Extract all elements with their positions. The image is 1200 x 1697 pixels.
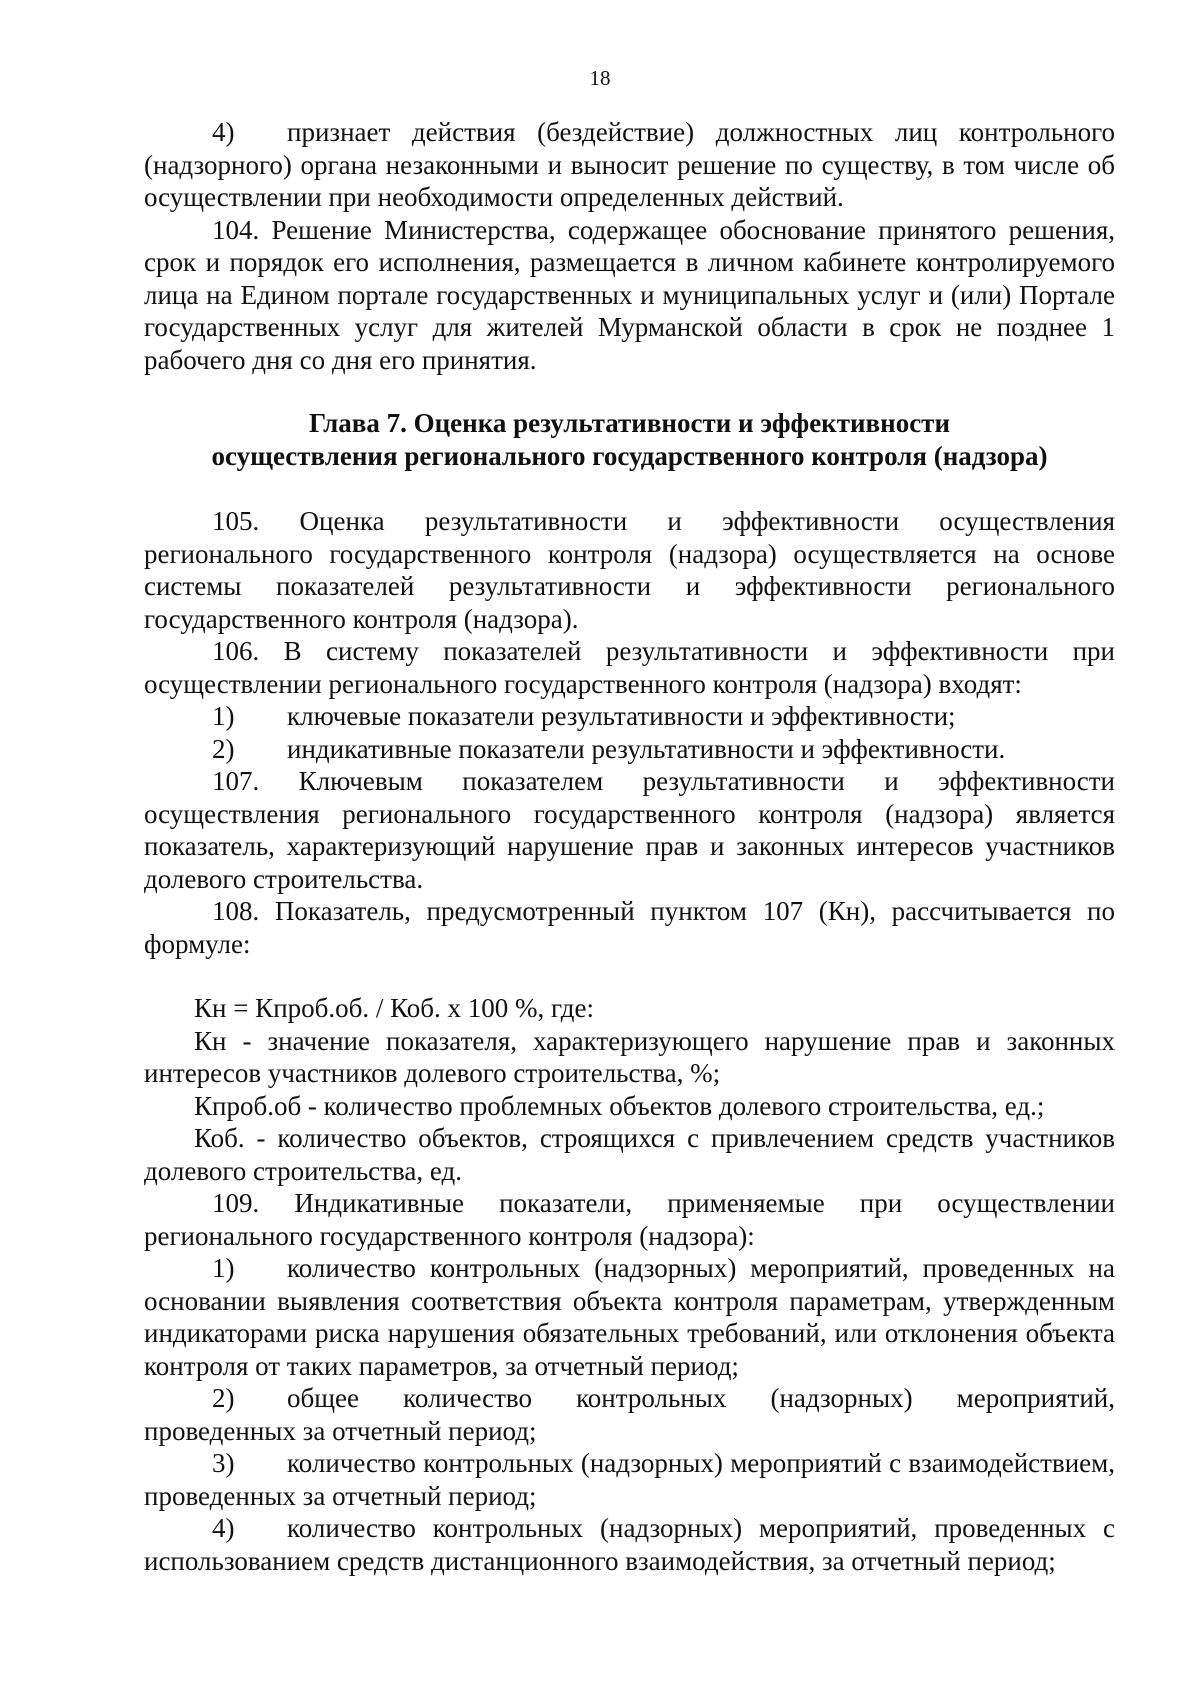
paragraph-109: 109. Индикативные показатели, применяемые при осуществлении регионального государственного контроля (надзора): bbox=[144, 1188, 1115, 1251]
list-item-text: признает действия (бездействие) должностных лиц контрольного (надзорного) органа незаконными и выносит решение по существу, в том числе об осуществлении при необходимости определенных действий. bbox=[144, 117, 1115, 212]
list-item-106-2 bbox=[144, 733, 1115, 766]
list-item-4 bbox=[144, 116, 1115, 214]
list-item-number: 2) bbox=[212, 1383, 235, 1413]
chapter-heading bbox=[144, 407, 1115, 472]
list-item-text: индикативные показатели результативности и эффективности. bbox=[287, 733, 1006, 764]
list-item-text: общее количество контрольных (надзорных) мероприятий, проведенных за отчетный период; bbox=[144, 1383, 1115, 1446]
paragraph-106: 106. В систему показателей результативности и эффективности при осуществлении регионального государственного контроля (надзора) входят: bbox=[144, 636, 1115, 699]
formula: Кн = Кпроб.об. / Коб. х 100 %, где: bbox=[194, 993, 594, 1023]
list-item-109-1 bbox=[144, 1252, 1115, 1382]
chapter-heading-line-2: осуществления регионального государственного контроля (надзора) bbox=[211, 440, 1048, 471]
list-item-text: ключевые показатели результативности и эффективности; bbox=[287, 701, 956, 731]
list-item-number: 1) bbox=[212, 1253, 235, 1283]
list-item-106-1 bbox=[144, 700, 1115, 733]
formula-definition-kob: Коб. - количество объектов, строящихся с привлечением средств участников долевого строительства, ед. bbox=[144, 1123, 1115, 1186]
list-item-number: 1) bbox=[212, 701, 235, 731]
document-body bbox=[144, 116, 1115, 1577]
paragraph-108: 108. Показатель, предусмотренный пунктом 107 (Кн), рассчитывается по формуле: bbox=[144, 896, 1115, 959]
list-item-number: 2) bbox=[212, 733, 235, 764]
list-item-number: 3) bbox=[212, 1448, 235, 1478]
formula-definition-kn: Кн - значение показателя, характеризующего нарушение прав и законных интересов участников долевого строительства, %; bbox=[144, 1025, 1115, 1088]
formula-definition-kprob: Кпроб.об - количество проблемных объектов долевого строительства, ед.; bbox=[194, 1090, 1045, 1121]
list-item-109-3 bbox=[144, 1447, 1115, 1512]
paragraph-107: 107. Ключевым показателем результативности и эффективности осуществления регионального государственного контроля (надзора) является показатель, характеризующий нарушение прав и законных интересов участников долевого строительства. bbox=[144, 766, 1115, 894]
list-item-number: 4) bbox=[212, 1513, 235, 1543]
list-item-109-4 bbox=[144, 1512, 1115, 1577]
page-number: 18 bbox=[589, 66, 611, 90]
list-item-text: количество контрольных (надзорных) мероприятий, проведенных на основании выявления соответствия объекта контроля параметрам, утвержденным индикаторами риска нарушения обязательных требований, или отклонения объекта контроля от таких параметров, за отчетный период; bbox=[144, 1253, 1115, 1381]
list-item-text: количество контрольных (надзорных) мероприятий с взаимодействием, проведенных за отчетный период; bbox=[144, 1448, 1115, 1511]
list-item-text: количество контрольных (надзорных) мероприятий, проведенных с использованием средств дистанционного взаимодействия, за отчетный период; bbox=[144, 1513, 1115, 1576]
list-item-109-2 bbox=[144, 1382, 1115, 1447]
paragraph-104: 104. Решение Министерства, содержащее обоснование принятого решения, срок и порядок его исполнения, размещается в личном кабинете контролируемого лица на Едином портале государственных и муниципальных услуг и (или) Портале государственных услуг для жителей Мурманской области в срок не позднее 1 рабочего дня со дня его принятия. bbox=[144, 214, 1115, 375]
chapter-heading-line-1: Глава 7. Оценка результативности и эффективности bbox=[309, 408, 950, 438]
paragraph-105: 105. Оценка результативности и эффективности осуществления регионального государственного контроля (надзора) осуществляется на основе системы показателей результативности и эффективности регионального государственного контроля (надзора). bbox=[144, 506, 1115, 634]
list-item-number: 4) bbox=[212, 117, 235, 147]
